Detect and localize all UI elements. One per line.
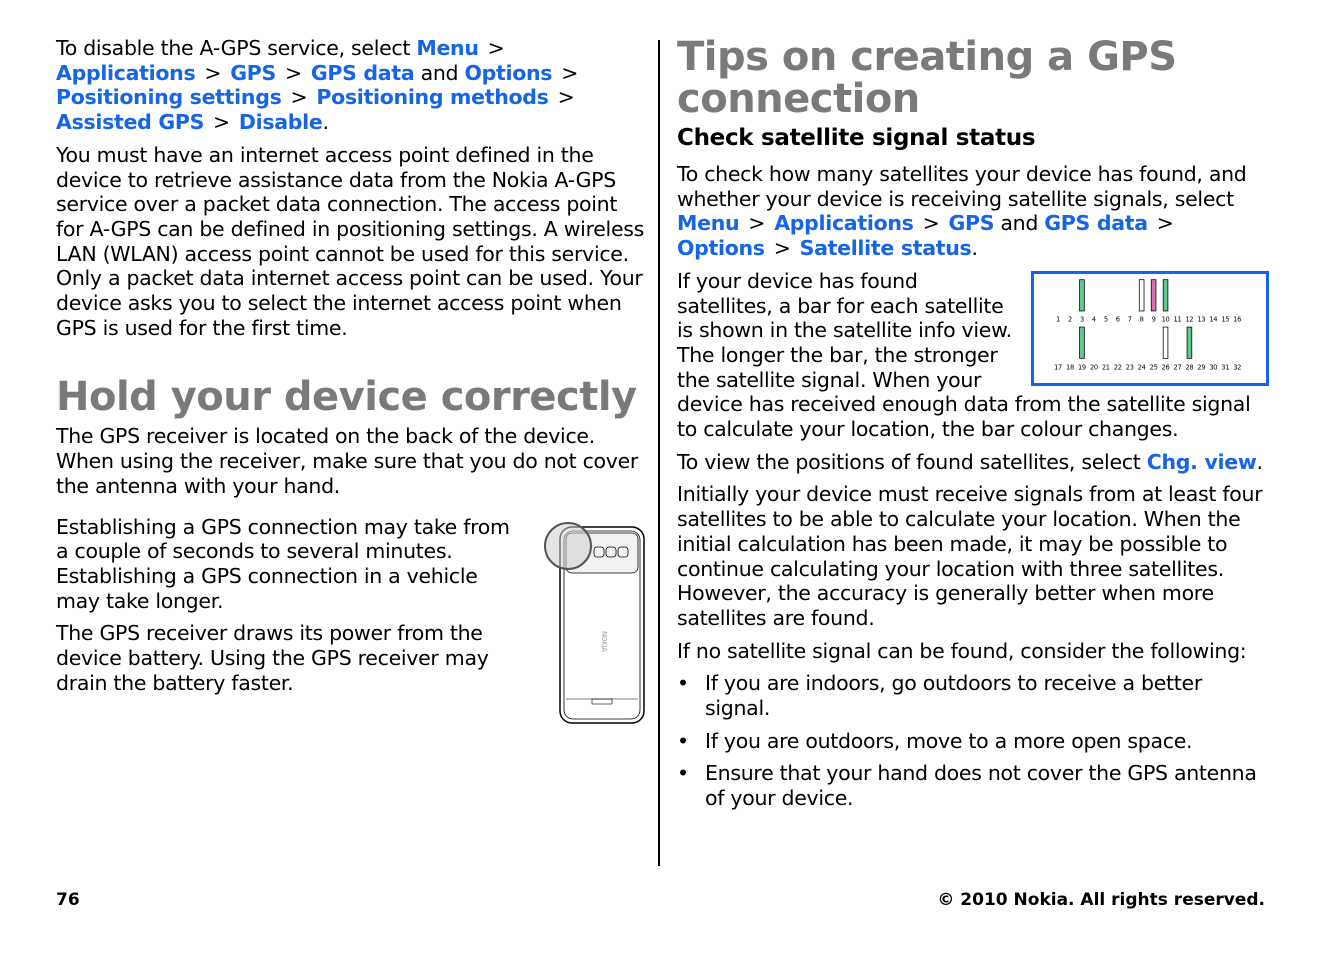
tips-heading: Tips on creating a GPS connection	[677, 34, 1177, 122]
satellite-number-label: 3	[1079, 315, 1084, 324]
satellite-row1-labels	[1056, 315, 1241, 323]
chg-view-link[interactable]: Chg. view	[1146, 449, 1257, 474]
column-divider	[658, 40, 660, 866]
satellite-number-label: 22	[1113, 363, 1122, 372]
access-point-paragraph: You must have an internet access point defined in the device to retrieve assistance data from the Nokia A-GPS service over a packet data connection. The access point for A-GPS can be defined in positioning settings. A wireless LAN (WLAN) access point cannot be used for this service. Only a packet data internet access point can be used. Your device asks you to select the internet access point when GPS is used for the first time.	[56, 142, 645, 340]
applications-link-2[interactable]: Applications	[774, 211, 914, 236]
satellite-number-label: 7	[1127, 315, 1132, 324]
check-satellite-heading: Check satellite signal status	[677, 125, 1036, 151]
satellite-number-label: 15	[1221, 315, 1230, 324]
satellite-signal-bar	[1139, 279, 1144, 310]
satellite-number-label: 23	[1125, 363, 1134, 372]
satellite-number-label: 18	[1066, 363, 1074, 372]
satellite-signal-bar	[1080, 279, 1085, 310]
satellite-signal-bar	[1187, 327, 1192, 358]
menu-link[interactable]: Menu	[416, 36, 479, 60]
change-view-paragraph: To view the positions of found satellites, select Chg. view.	[677, 449, 1263, 474]
satellite-number-label: 29	[1197, 363, 1206, 372]
phone-back-illustration	[544, 519, 648, 729]
list-item: • If you are outdoors, move to a more open space.	[677, 728, 1193, 753]
satellite-number-label: 11	[1173, 315, 1182, 324]
disable-agps-paragraph: To disable the A-GPS service, select Menu >Applications > GPS > GPS data and Options >Positioning settings > Positioning methods >Assisted GPS > Disable.	[56, 36, 579, 135]
no-signal-paragraph: If no satellite signal can be found, consider the following:	[677, 638, 1247, 663]
satellite-signal-bar	[1080, 327, 1085, 358]
satellite-number-label: 32	[1233, 363, 1242, 372]
four-satellites-paragraph: Initially your device must receive signals from at least four satellites to be able to calculate your location. When the initial calculation has been made, it may be possible to continue calculating your location with three satellites. However, the accuracy is generally better when more satellites are found.	[677, 482, 1263, 630]
gps-data-link-2[interactable]: GPS data	[1044, 211, 1148, 236]
suggestions-list	[677, 671, 1269, 811]
satellite-number-label: 12	[1185, 315, 1194, 324]
satellite-number-label: 14	[1209, 315, 1218, 324]
receiver-location-paragraph: The GPS receiver is located on the back of the device. When using the receiver, make sure that you do not cover the antenna with your hand.	[56, 424, 639, 498]
satellite-number-label: 17	[1054, 363, 1062, 372]
left-column	[56, 36, 648, 729]
gps-link-2[interactable]: GPS	[948, 211, 995, 236]
satellite-number-label: 27	[1173, 363, 1182, 372]
satellite-number-label: 13	[1197, 315, 1206, 324]
satellite-signal-bar	[1151, 279, 1156, 310]
satellite-number-label: 1	[1056, 315, 1061, 324]
satellite-number-label: 25	[1149, 363, 1158, 372]
options-link[interactable]: Options	[464, 60, 553, 85]
gps-data-link[interactable]: GPS data	[310, 60, 415, 85]
list-item: • If you are indoors, go outdoors to receive a better signal.	[677, 671, 1202, 721]
satellite-number-label: 4	[1091, 315, 1096, 324]
satellite-number-label: 26	[1161, 363, 1170, 372]
satellite-number-label: 8	[1139, 315, 1144, 324]
satellite-number-label: 31	[1221, 363, 1230, 372]
satellite-bars-paragraph: If your device has found satellites, a bar for each satellite is shown in the satellite info view. The longer the bar, the stronger the satellite signal. When your device has received enough data from the satellite signal to calculate your location, the bar colour changes.	[677, 268, 1251, 442]
satellite-status-link[interactable]: Satellite status	[799, 236, 972, 261]
satellite-number-label: 19	[1078, 363, 1086, 372]
page-number: 76	[56, 890, 80, 910]
applications-link[interactable]: Applications	[56, 60, 196, 85]
satellite-number-label: 30	[1209, 363, 1218, 372]
satellite-number-label: 9	[1151, 315, 1156, 324]
check-satellites-paragraph: To check how many satellites your device has found, and whether your device is receiving satellite signals, select Menu > Applications > GPS and GPS data >Options > Satellite status.	[677, 162, 1247, 261]
satellite-number-label: 20	[1089, 363, 1098, 372]
phone-brand-text: NOKIA	[600, 630, 608, 652]
battery-paragraph: The GPS receiver draws its power from the device battery. Using the GPS receiver may drain the battery faster.	[56, 621, 489, 695]
menu-link-2[interactable]: Menu	[677, 211, 740, 236]
hold-device-heading: Hold your device correctly	[56, 374, 637, 421]
disable-link[interactable]: Disable	[238, 110, 323, 135]
satellite-signal-bar	[1163, 327, 1168, 358]
gps-link[interactable]: GPS	[230, 60, 276, 85]
satellite-signal-bar	[1163, 279, 1168, 310]
assisted-gps-link[interactable]: Assisted GPS	[56, 110, 205, 135]
satellite-number-label: 16	[1233, 315, 1242, 324]
satellite-number-label: 2	[1068, 315, 1072, 324]
positioning-settings-link[interactable]: Positioning settings	[56, 85, 282, 110]
satellite-number-label: 24	[1137, 363, 1146, 372]
satellite-number-label: 28	[1185, 363, 1194, 372]
satellite-status-illustration	[1031, 271, 1269, 386]
connection-time-paragraph: Establishing a GPS connection may take from a couple of seconds to several minutes. Establishing a GPS connection in a vehicle may take longer.	[56, 514, 510, 613]
options-link-2[interactable]: Options	[677, 236, 765, 261]
satellite-number-label: 21	[1101, 363, 1110, 372]
satellite-number-label: 5	[1103, 315, 1108, 324]
satellite-number-label: 6	[1115, 315, 1120, 324]
positioning-methods-link[interactable]: Positioning methods	[316, 85, 549, 110]
right-column	[677, 36, 1269, 819]
list-item: • Ensure that your hand does not cover the GPS antenna of your device.	[677, 761, 1257, 811]
satellite-number-label: 10	[1161, 315, 1170, 324]
satellite-row2-labels	[1054, 364, 1241, 372]
copyright: © 2010 Nokia. All rights reserved.	[937, 890, 1265, 910]
